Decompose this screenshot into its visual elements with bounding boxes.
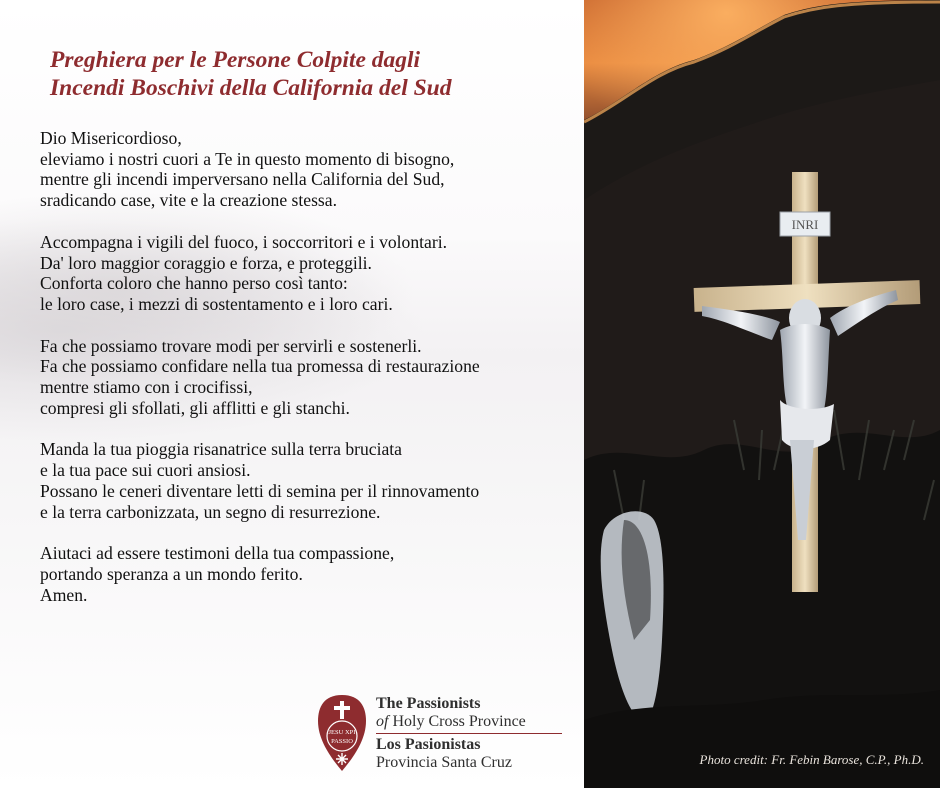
seal-text-2: PASSIO [331,738,353,745]
prayer-line: Fa che possiamo trovare modi per servirli e sostenerli. [40,335,422,356]
prayer-line: e la tua pace sui cuori ansiosi. [40,460,251,481]
prayer-line: e la terra carbonizzata, un segno di resurrezione. [40,501,381,522]
crucifix-photo [584,0,940,788]
prayer-line: Manda la tua pioggia risanatrice sulla terra bruciata [40,439,402,460]
crucifix-night-fire-image [584,0,940,788]
logo-line-1: The Passionists [376,695,481,712]
stanza-5 [40,543,480,605]
stanza-3 [40,336,480,419]
logo-line-4: Provincia Santa Cruz [376,754,512,771]
prayer-line: portando speranza a un mondo ferito. [40,563,303,584]
logo-line-2-rest: Holy Cross Province [388,713,526,730]
prayer-line: Aiutaci ad essere testimoni della tua compassione, [40,543,395,564]
prayer-line: le loro case, i mezzi di sostentamento e i loro cari. [40,293,393,314]
stanza-4 [40,439,480,522]
photo-credit: Photo credit: Fr. Febin Barose, C.P., Ph.D. [699,752,924,767]
prayer-line: Da' loro maggior coraggio e forza, e proteggili. [40,252,372,273]
title-line-2: Incendi Boschivi della California del Sud [50,75,452,101]
logo-line-2 [376,713,526,731]
prayer-line: compresi gli sfollati, gli afflitti e gli stanchi. [40,397,350,418]
prayer-line: eleviamo i nostri cuori a Te in questo momento di bisogno, [40,148,455,169]
prayer-text [40,128,480,626]
prayer-line: Fa che possiamo confidare nella tua promessa di restaurazione [40,356,480,377]
logo-line-3: Los Pasionistas [376,736,481,753]
passionist-seal-icon [316,693,368,773]
prayer-line: sradicando case, vite e la creazione stessa. [40,190,337,211]
passionists-logo [316,689,578,777]
inri-sign: INRI [791,217,819,232]
prayer-title [50,46,452,102]
prayer-line: Dio Misericordioso, [40,128,182,148]
prayer-line: mentre gli incendi imperversano nella California del Sud, [40,169,445,190]
prayer-line: Conforta coloro che hanno perso così tanto: [40,273,348,294]
logo-line-2-of: of [376,713,389,730]
stanza-1 [40,128,480,211]
logo-divider [376,733,562,734]
prayer-line: Accompagna i vigili del fuoco, i soccorritori e i volontari. [40,231,447,252]
seal-text-1: JESU XPI [328,729,356,736]
logo-text-block [376,695,526,731]
prayer-line: mentre stiamo con i crocifissi, [40,377,253,398]
stanza-2 [40,232,480,315]
prayer-line: Amen. [40,584,88,605]
prayer-line: Possano le ceneri diventare letti di semina per il rinnovamento [40,480,480,501]
title-line-1: Preghiera per le Persone Colpite dagli [50,47,421,73]
